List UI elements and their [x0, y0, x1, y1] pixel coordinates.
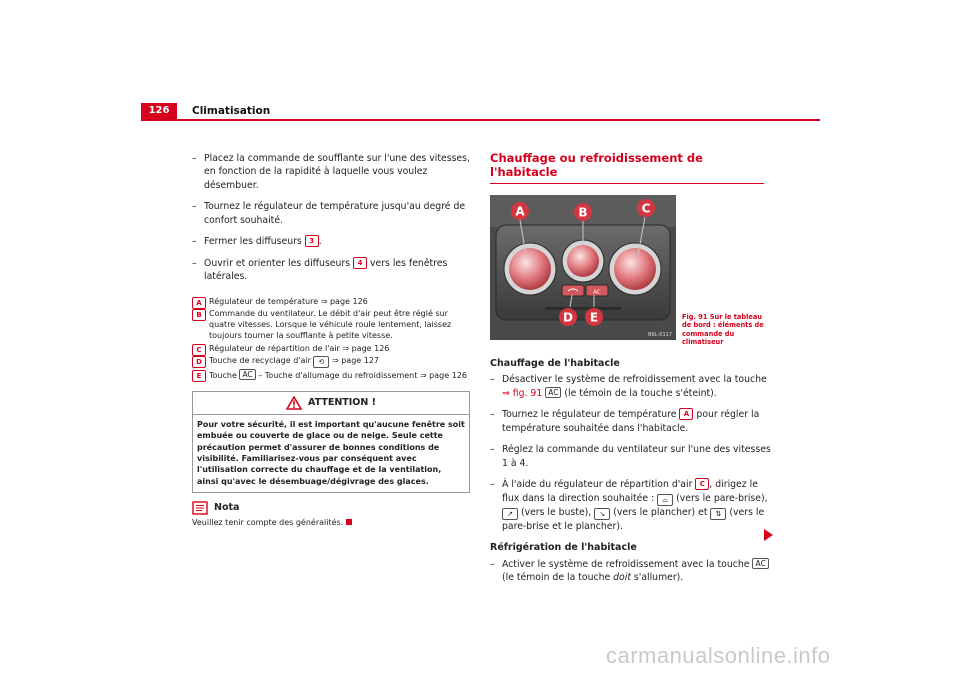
recirculation-button	[562, 285, 584, 296]
callout-badge: A	[679, 408, 693, 420]
fan-speed-knob	[567, 245, 599, 277]
figure-caption: Fig. 91 Sur le tableau de bord : éléments de commande du climatiseur	[682, 312, 764, 347]
step-text: Placez la commande de soufflante sur l'une des vitesses, en fonction de la rapidité à laquelle vous voulez désembuer.	[204, 153, 470, 191]
legend-item: E Touche AC – Touche d'allumage du refroidissement ⇒ page 126	[192, 369, 470, 381]
body-airflow-icon: ↗	[502, 508, 518, 520]
callout-badge: E	[192, 370, 206, 382]
callout-badge: B	[192, 309, 206, 321]
ac-key: AC	[752, 558, 768, 569]
callout-badge: C	[695, 478, 709, 490]
warning-triangle-icon	[286, 396, 302, 410]
ac-key: AC	[239, 369, 255, 380]
note-title: Nota	[214, 502, 240, 514]
step-text: Fermer les diffuseurs	[204, 236, 305, 248]
figure-label-e: E	[589, 310, 599, 325]
callout-badge: 4	[353, 257, 367, 269]
note-header	[192, 501, 470, 515]
legend-list	[192, 296, 470, 381]
callout-badge: 3	[305, 235, 319, 247]
step-text: Tournez le régulateur de température jusqu'au degré de confort souhaité.	[204, 201, 466, 226]
legend-item: C Régulateur de répartition de l'air ⇒ page 126	[192, 343, 470, 354]
air-distribution-knob	[614, 248, 656, 290]
page-number: 126	[141, 103, 177, 119]
figure-91	[490, 195, 772, 347]
figure-reference-link[interactable]: ⇒ fig. 91	[502, 387, 543, 399]
next-page-arrow-icon	[764, 529, 773, 541]
figure-label-d: D	[563, 310, 573, 325]
ac-key: AC	[545, 387, 561, 398]
instruction-step: – Tournez le régulateur de température jusqu'au degré de confort souhaité.	[192, 201, 466, 226]
legend-item: B Commande du ventilateur. Le débit d'air peut être réglé sur quatre vitesses. Lorsque le véhicule roule lentement, laissez toujours tourner la soufflante à petite vitesse.	[192, 308, 470, 342]
figure-code: B6L-0117	[648, 331, 672, 338]
section-title: Chauffage ou refroidissement de l'habitacle	[490, 151, 703, 179]
instruction-step: – Réglez la commande du ventilateur sur l'une des vitesses 1 à 4.	[490, 444, 771, 469]
floor-airflow-icon: ↘	[594, 508, 610, 520]
figure-label-c: C	[641, 201, 651, 216]
header-rule	[141, 119, 820, 121]
instruction-step: – À l'aide du régulateur de répartition d'air C , dirigez le flux dans la direction souhaitée : ⌓ (vers le pare-brise), ↗ (vers le buste), ↘ (vers le plancher) et ⇅ (vers le pare-brise et le plancher).	[490, 479, 768, 532]
chapter-title: Climatisation	[192, 105, 271, 117]
section-rule	[490, 183, 764, 184]
callout-badge: D	[192, 356, 206, 368]
instruction-step: – Ouvrir et orienter les diffuseurs 4 vers les fenêtres latérales.	[192, 257, 448, 283]
heating-title: Chauffage de l'habitacle	[490, 357, 620, 369]
note-icon	[192, 501, 210, 515]
instruction-step: – Activer le système de refroidissement avec la touche AC (le témoin de la touche doit s'allumer).	[490, 558, 772, 585]
instruction-step: – Fermer les diffuseurs 3 .	[192, 236, 322, 248]
climate-control-panel-figure	[490, 195, 676, 340]
right-column	[490, 152, 772, 593]
windshield-floor-airflow-icon: ⇅	[710, 508, 726, 520]
warning-title: ATTENTION !	[308, 396, 376, 408]
callout-badge: A	[192, 297, 206, 309]
figure-label-a: A	[515, 204, 525, 219]
figure-label-b: B	[578, 205, 588, 220]
warning-text: Pour votre sécurité, il est important qu'aucune fenêtre soit embuée ou couverte de glace ou de neige. Seule cette précaution permet d'assurer de bonnes conditions de visibilité. Familiarisez-vous par conséquent avec l'utilisation correcte du chauffage et de la ventilation, ainsi qu'avec le désembuage/dégivrage des glaces.	[197, 419, 465, 486]
warning-box	[192, 391, 470, 493]
windshield-airflow-icon: ⌓	[657, 494, 673, 506]
end-of-section-mark	[346, 519, 352, 525]
step-text: Ouvrir et orienter les diffuseurs	[204, 257, 354, 269]
cooling-title: Réfrigération de l'habitacle	[490, 542, 637, 554]
temperature-knob	[509, 248, 551, 290]
note-text: Veuillez tenir compte des généralités.	[192, 517, 470, 529]
recirculation-icon: ⟲	[313, 356, 329, 368]
legend-item: A Régulateur de température ⇒ page 126	[192, 296, 470, 307]
instruction-step: – Placez la commande de soufflante sur l'une des vitesses, en fonction de la rapidité à laquelle vous voulez désembuer.	[192, 153, 470, 191]
warning-header	[193, 392, 469, 415]
instruction-step: – Tournez le régulateur de température A pour régler la température souhaitée dans l'habitacle.	[490, 409, 760, 434]
watermark: carmanualsonline.info	[606, 643, 831, 668]
svg-text:AC: AC	[593, 289, 601, 296]
left-column	[192, 152, 470, 529]
callout-badge: C	[192, 344, 206, 356]
instruction-step: – Désactiver le système de refroidissement avec la touche ⇒ fig. 91 AC (le témoin de la touche s'éteint).	[490, 374, 767, 399]
legend-item: D Touche de recyclage d'air ⟲ ⇒ page 127	[192, 355, 470, 368]
